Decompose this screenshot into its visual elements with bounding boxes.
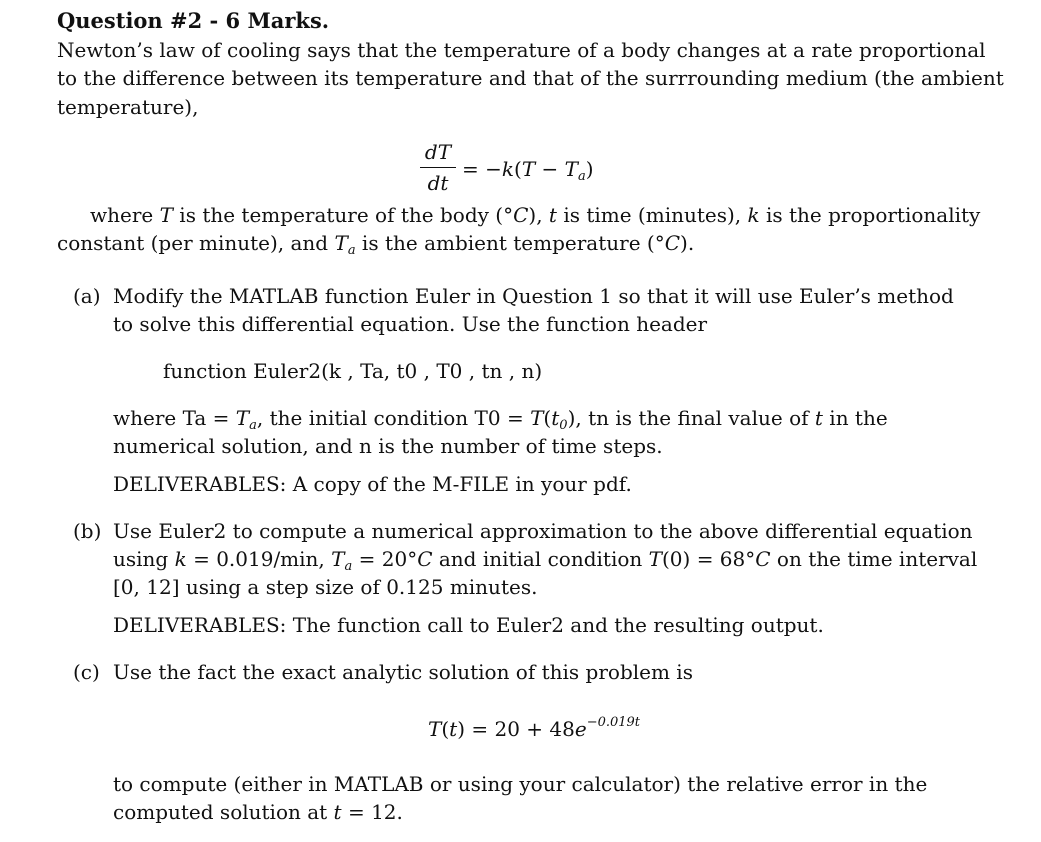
derivative-fraction xyxy=(420,140,456,195)
fraction-numerator: dT xyxy=(424,140,452,164)
part-b-line-1: Use Euler2 to compute a numerical approximation to the above differential equation xyxy=(113,519,973,543)
part-a-where-line: where $Ta = T_a$, the initial condition $T0 = T(t_0)$, tn is the final value of t in the xyxy=(113,406,888,433)
part-a-line-2: to solve this differential equation. Use the function header xyxy=(113,312,708,336)
part-b-deliverables: DELIVERABLES: The function call to Euler2 and the resulting output. xyxy=(113,613,824,637)
where-line-1: where T is the temperature of the body (°C), t is time (minutes), k is the proportionality xyxy=(90,203,981,227)
part-b-label: (b) xyxy=(73,519,102,543)
part-b-line-3: [0, 12] using a step size of 0.125 minutes. xyxy=(113,575,538,599)
fraction-denominator: dt xyxy=(427,171,449,195)
part-c-line-3: to compute (either in MATLAB or using your calculator) the relative error in the xyxy=(113,772,928,796)
part-c-label: (c) xyxy=(73,660,100,684)
part-c-line-4: computed solution at t = 12. xyxy=(113,800,403,824)
intro-line-3: temperature), xyxy=(57,95,199,119)
question-heading: Question #2 - 6 Marks. xyxy=(57,8,330,33)
part-a-label: (a) xyxy=(73,284,101,308)
part-c-line-1: Use the fact the exact analytic solution of this problem is xyxy=(113,660,693,684)
part-a-deliverables: DELIVERABLES: A copy of the M-FILE in your pdf. xyxy=(113,472,632,496)
intro-line-2: to the difference between its temperature and that of the surrrounding medium (the ambient xyxy=(57,66,1004,90)
exact-solution-equation: $T(t) = 20 + 48e^{-0.019t}$ xyxy=(428,715,641,741)
function-header: function Euler2(k , Ta, t0 , T0 , tn , n) xyxy=(163,359,543,383)
part-b-line-2: using k = 0.019/min, $T_a = 20^\circ C$ and initial condition T(0) = 68°C on the time interval xyxy=(113,547,978,574)
part-a-line-1: Modify the MATLAB function Euler in Question 1 so that it will use Euler’s method xyxy=(113,284,954,308)
fraction-bar xyxy=(420,167,456,168)
intro-line-1: Newton’s law of cooling says that the temperature of a body changes at a rate proportional xyxy=(57,38,986,62)
part-a-line-4: numerical solution, and n is the number of time steps. xyxy=(113,434,663,458)
equation-rhs: = $-k(T - T_a)$ xyxy=(462,157,594,184)
where-line-2: constant (per minute), and $T_a$ is the ambient temperature (°C). xyxy=(57,231,695,258)
